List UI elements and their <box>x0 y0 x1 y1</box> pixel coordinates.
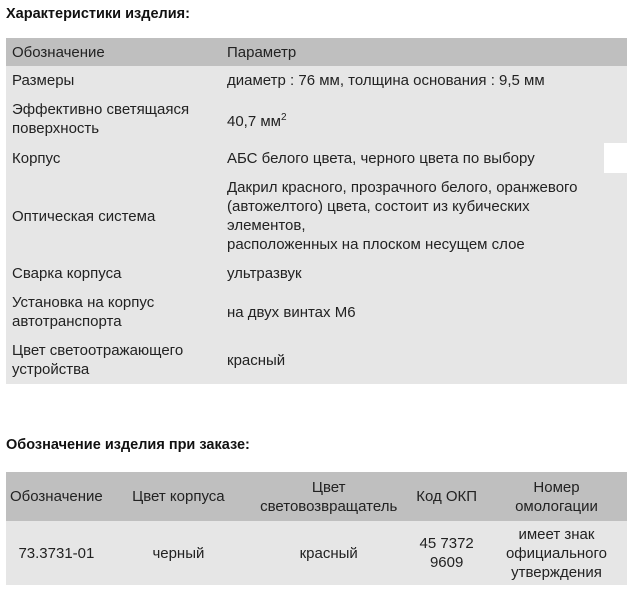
cell: красный <box>250 521 407 585</box>
white-gap <box>604 143 627 173</box>
value-line: расположенных на плоском несущем слое <box>227 236 525 253</box>
table-header-row <box>6 38 627 66</box>
section-title-characteristics: Характеристики изделия: <box>6 6 190 22</box>
table-row <box>6 521 627 585</box>
table-header-row <box>6 472 627 521</box>
table-row <box>6 259 627 288</box>
row-label: Размеры <box>6 66 221 95</box>
cell: имеет знак официального утверждения <box>486 521 627 585</box>
table-row <box>6 288 627 336</box>
table-row <box>6 95 627 143</box>
spec-table <box>6 38 627 384</box>
header-cell: Цвет корпуса <box>107 472 250 521</box>
table-row <box>6 143 627 173</box>
row-value: ультразвук <box>221 259 627 288</box>
table-row <box>6 173 627 259</box>
value-text: 40,7 мм <box>227 112 281 130</box>
row-value <box>221 173 627 259</box>
cell: черный <box>107 521 250 585</box>
table-row <box>6 66 627 95</box>
header-cell: Обозначение <box>6 472 107 521</box>
header-cell: Цвет световозвращатель <box>250 472 407 521</box>
order-table <box>6 472 627 585</box>
value-line: Дакрил красного, прозрачного белого, оранжевого (автожелтого) цвета, состоит из кубических элементов, <box>227 179 578 234</box>
row-value: красный <box>221 336 627 384</box>
header-cell: Номер омологации <box>486 472 627 521</box>
row-label: Эффективно светящаяся поверхность <box>6 95 221 143</box>
cell: 45 7372 9609 <box>407 521 486 585</box>
row-label: Корпус <box>6 143 221 173</box>
row-value <box>221 95 627 143</box>
row-value: АБС белого цвета, черного цвета по выбору <box>221 143 627 173</box>
header-cell: Параметр <box>221 38 627 66</box>
row-value: диаметр : 76 мм, толщина основания : 9,5 мм <box>221 66 627 95</box>
row-label: Установка на корпус автотранспорта <box>6 288 221 336</box>
row-value: на двух винтах М6 <box>221 288 627 336</box>
row-label: Цвет светоотражающего устройства <box>6 336 221 384</box>
header-cell: Код ОКП <box>407 472 486 521</box>
row-label: Оптическая система <box>6 173 221 259</box>
header-cell: Обозначение <box>6 38 221 66</box>
section-title-order: Обозначение изделия при заказе: <box>6 437 250 453</box>
cell: 73.3731-01 <box>6 521 107 585</box>
superscript: 2 <box>281 111 287 123</box>
table-row <box>6 336 627 384</box>
row-label: Сварка корпуса <box>6 259 221 288</box>
